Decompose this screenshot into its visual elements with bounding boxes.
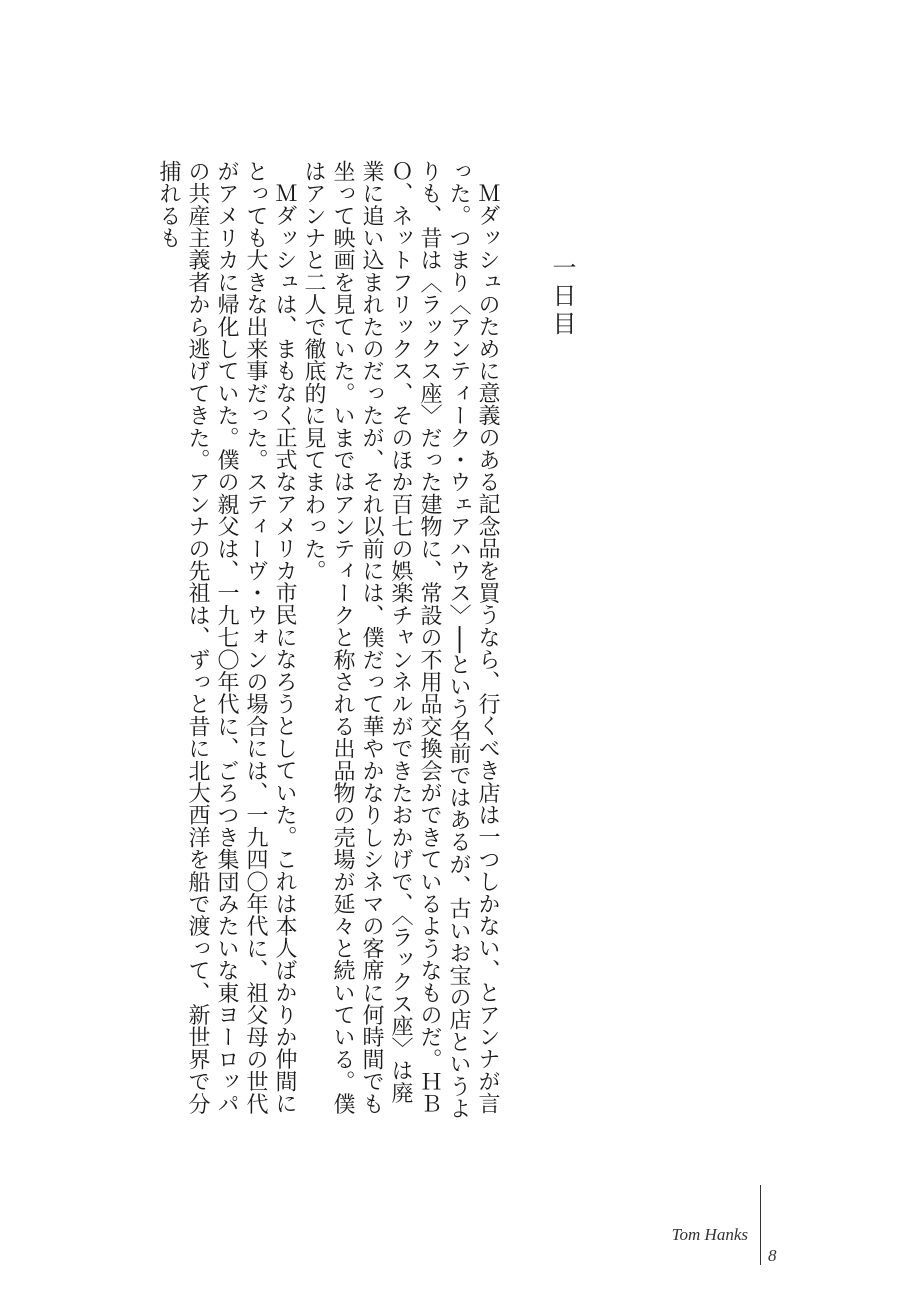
chapter-title: 一日目	[548, 255, 576, 339]
footer-author: Tom Hanks	[671, 1225, 748, 1244]
paragraph: Ｍダッシュは、まもなく正式なアメリカ市民になろうとしていた。これは本人ばかりか仲間にとっても大きな出来事だった。スティーヴ・ウォンの場合には、一九四〇年代に、祖父母の世代がアメリカに帰化していた。僕の親父は、一九七〇年代に、ごろつき集団みたいな東ヨーロッパの共産主義者から逃げてきた。アンナの先祖は、ずっと昔に北大西洋を船で渡って、新世界で分捕れるも	[156, 160, 297, 1115]
page-number: 8	[768, 1246, 777, 1265]
body-text	[112, 160, 502, 1120]
paragraph: Ｍダッシュのために意義のある記念品を買うなら、行くべき店は一つしかない、とアンナが言った。つまり〈アンティーク・ウェアハウス〉──という名前ではあるが、古いお宝の店というよりも、昔は〈ラックス座〉だった建物に、常設の不用品交換会ができているようなものだ。ＨＢＯ、ネットフリックス、そのほか百七の娯楽チャンネルができたおかげで、〈ラックス座〉は廃業に追い込まれたのだったが、それ以前には、僕だって華やかなりしシネマの客席に何時間でも坐って映画を見ていた。いまではアンティークと称される出品物の売場が延々と続いている。僕はアンナと二人で徹底的に見てまわった。	[301, 160, 500, 1120]
footer-divider	[760, 1185, 761, 1265]
